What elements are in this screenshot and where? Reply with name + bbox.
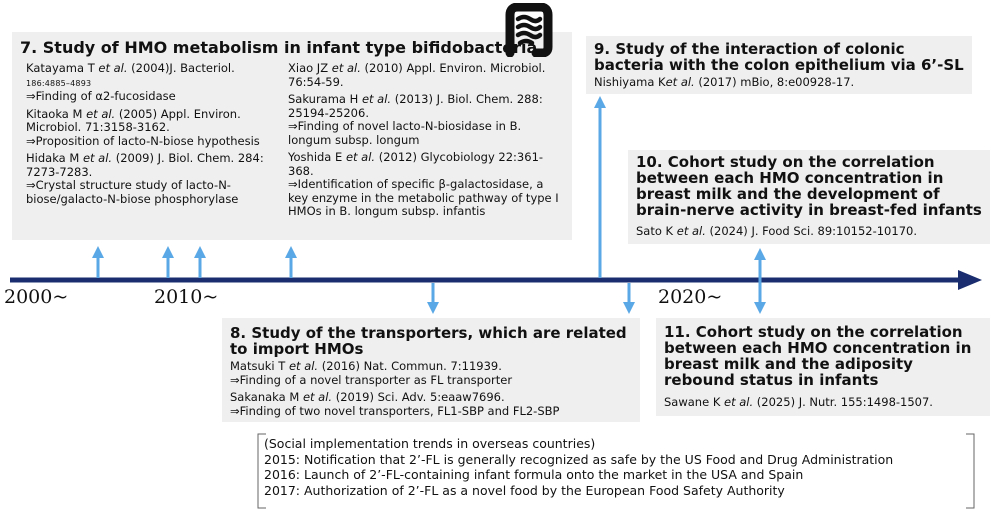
box8-entry: Matsuki T et al. (2016) Nat. Commun. 7:11939. ⇒Finding of a novel transporter as FL transporter (230, 359, 513, 387)
box7-entry: Xiao JZ et al. (2010) Appl. Environ. Microbiol. 76:54-59. (288, 61, 546, 89)
box10-reference: Sato K et al. (2024) J. Food Sci. 89:10152-10170. (636, 224, 917, 238)
box11-reference: Sawane K et al. (2025) J. Nutr. 155:1498-1507. (664, 395, 933, 409)
arrow-up (594, 96, 606, 278)
box10-title: 10. Cohort study on the correlation between each HMO concentration in breast milk and the development of brain-nerve activity in breast-fed infants (636, 153, 982, 219)
box9-reference: Nishiyama Ket al. (2017) mBio, 8:e00928-17. (594, 75, 855, 89)
year-label-2020: 2020~ (658, 286, 723, 308)
box7-entry: Hidaka M et al. (2009) J. Biol. Chem. 284: 7273-7283. ⇒Crystal structure study of lacto-N-biose/galacto-N-biose phosphorylase (26, 151, 264, 206)
year-label-2010: 2010~ (154, 286, 219, 308)
box7-title: 7. Study of HMO metabolism in infant type bifidobacteria (20, 38, 538, 57)
box7-entry: Katayama T et al. (2004)J. Bacteriol. 186:4885–4893 ⇒Finding of α2-fucosidase (26, 61, 235, 103)
social-item: 2015: Notification that 2’-FL is generally recognized as safe by the US Food and Drug Administration (264, 451, 894, 467)
social-item: 2016: Launch of 2’-FL-containing infant formula onto the market in the USA and Spain (264, 467, 804, 482)
arrow-up (162, 246, 174, 278)
box8-entry: Sakanaka M et al. (2019) Sci. Adv. 5:eaaw7696. ⇒Finding of two novel transporters, FL1-SBP and FL2-SBP (230, 390, 560, 418)
timeline-arrowhead (958, 270, 982, 290)
year-label-2000: 2000~ (4, 286, 69, 308)
box7-entry: Sakurama H et al. (2013) J. Biol. Chem. 288: 25194-25206. ⇒Finding of novel lacto-N-biosidase in B. longum subsp. longum (288, 92, 543, 147)
box8-title: 8. Study of the transporters, which are related to import HMOs (230, 324, 627, 358)
arrow-up (194, 246, 206, 278)
social-item: 2017: Authorization of 2’-FL as a novel food by the European Food Safety Authority (264, 482, 785, 498)
box11-title: 11. Cohort study on the correlation between each HMO concentration in breast milk and the adiposity rebound status in infants (664, 323, 972, 389)
social-implementation (258, 432, 974, 508)
arrow-down (623, 283, 635, 314)
arrow-down (427, 283, 439, 314)
arrow-up (285, 246, 297, 278)
social-heading: (Social implementation trends in overseas countries) (264, 436, 596, 451)
box7-entry: Kitaoka M et al. (2005) Appl. Environ. Microbiol. 71:3158-3162. ⇒Proposition of lacto-N-biose hypothesis (26, 106, 260, 148)
arrow-up (92, 246, 104, 278)
box7-entry: Yoshida E et al. (2012) Glycobiology 22:361-368. ⇒Identification of specific β-galactosidase, a key enzyme in the metabolic pathway of type Ⅰ HMOs in B. longum subsp. infantis (288, 150, 559, 218)
box9-title: 9. Study of the interaction of colonic bacteria with the colon epithelium via 6’-SL (594, 40, 964, 74)
